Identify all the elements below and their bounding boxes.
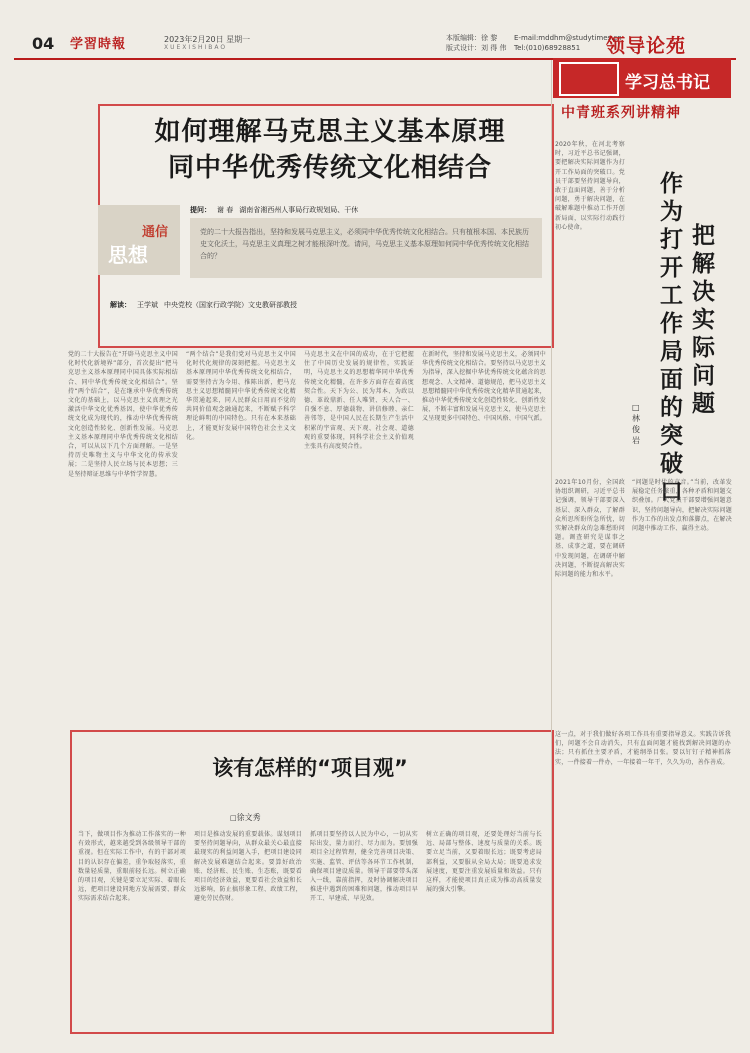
- body-column: 抓项目要坚持以人民为中心，一切从实际出发，量力而行、尽力而为。要加强项目全过程管理，健全完善项目决策、实施、监管、评估等各环节工作机制，确保项目建设质量。领导干部要带头深入一线，靠前指挥，及时协调解决项目推进中遇到的困难和问题，推动项目早开工、早建成、早见效。: [310, 831, 418, 903]
- series-banner: [553, 58, 731, 128]
- paper-name: 学習時報: [70, 37, 127, 52]
- bottom-article-author: 徐文秀: [236, 813, 261, 822]
- body-column: 党的二十大报告在“开辟马克思主义中国化时代化新境界”部分，首次提出“把马克思主义基本原理同中国具体实际相结合、同中华优秀传统文化相结合”。坚持“两个结合”，是在继承中华优秀传统文化的基础上，以马克思主义真理之光激活中华文化优秀基因，使中华优秀传统文化成为现代的，推动中华优秀传统文化创造性转化、创新性发展。马克思主义基本原理同中华优秀传统文化相结合，可以从以下几个方面理解。一是坚持历史唯物主义与中华文化的传承发展；二是坚持人民立场与民本思想；三是坚持辩证思维与中华哲学智慧。: [68, 351, 178, 478]
- right-article-title-line2: 作为打开工作局面的突破口: [660, 170, 683, 505]
- series-banner-band: [553, 58, 731, 98]
- answer-author: 王学斌: [137, 301, 158, 309]
- answer-byline: [110, 300, 540, 310]
- body-column: “两个结合”是我们党对马克思主义中国化时代化规律的深刻把握。马克思主义基本原理同中华优秀传统文化相结合，需要坚持古为今用、推陈出新，把马克思主义思想精髓同中华优秀传统文化精华贯通起来，同人民群众日用而不觉的共同价值观念融通起来，不断赋予科学理论鲜明的中国特色。只有在本来基础上，才能更好发展中国特色社会主义文化。: [186, 351, 296, 441]
- body-column: 这一点，对于我们做好各项工作具有重要指导意义。实践告诉我们，问题不会自动消失，只有直面问题才能找到解决问题的办法；只有抓住主要矛盾，才能纲举目张。要以钉钉子精神抓落实，一件接着一件办，一年接着一年干，久久为功，善作善成。: [555, 731, 731, 766]
- editor-credits: [446, 33, 506, 53]
- right-article-title-line1: 把解决实际问题: [692, 222, 715, 417]
- column-divider: [551, 60, 552, 1032]
- answer-label: 解读：: [110, 301, 131, 309]
- question-byline: [190, 205, 542, 215]
- body-column: 在新时代，坚持和发展马克思主义，必须同中华优秀传统文化相结合。要坚持以马克思主义为指导，深入挖掘中华优秀传统文化蕴含的思想观念、人文精神、道德规范，把马克思主义思想精髓同中华优秀传统文化精华贯通起来，推动中华优秀传统文化创造性转化、创新性发展，不断丰富和发展马克思主义，使马克思主义呈现更多中国特色、中国风格、中国气派。: [422, 351, 546, 423]
- badge-small-text: 通信: [142, 225, 169, 240]
- series-title: 学习总书记: [625, 73, 710, 93]
- right-article-author: □林俊岩: [632, 403, 640, 445]
- bottom-article-title: 该有怎样的“项目观”: [212, 756, 408, 780]
- series-logo: [559, 62, 619, 96]
- section-title: 领导论苑: [606, 35, 687, 57]
- series-subtitle: 中青班系列讲精神: [561, 105, 681, 121]
- masthead: [14, 28, 736, 60]
- issue-date: 2023年2月20日 星期一: [164, 35, 251, 44]
- title-line: 如何理解马克思主义基本原理: [154, 117, 506, 147]
- question-affiliation: 湖南省湘西州人事局行政规划局、干休: [239, 206, 359, 214]
- editor-line: 版式设计：刘 得 伟: [446, 44, 507, 52]
- email-line: E-mail:mddhm@studytimes.cn: [514, 34, 622, 42]
- body-column: 2020年秋，在河北考察时，习近平总书记强调，要把解决实际问题作为打开工作局面的突破口。党员干部要坚持问题导向，敢于直面问题，善于分析问题，勇于解决问题，在破解难题中推动工作开创新局面，以实际行动践行初心使命。: [555, 141, 625, 231]
- body-column: 树立正确的项目观，还要处理好当前与长远、局部与整体、速度与质量的关系。既要立足当前，又要着眼长远；既要考虑局部利益，又要服从全局大局；既要追求发展速度，更要注重发展质量和效益。只有这样，才能使项目真正成为推动高质量发展的强大引擎。: [426, 831, 542, 894]
- question-author: 谢 春: [217, 206, 234, 214]
- main-article-title: [120, 114, 540, 186]
- bottom-article-byline: [230, 812, 261, 823]
- byline-prefix: □: [230, 814, 237, 822]
- body-column: 马克思主义在中国的成功，在于它把握住了中国历史发展的规律性，实践证明，马克思主义的思想精华同中华优秀传统文化精髓，在许多方面存在着高度契合性。天下为公、民为邦本、为政以德、革故鼎新、任人唯贤、天人合一、自强不息、厚德载物、讲信修睦、亲仁善邻等，是中国人民在长期生产生活中积累的宇宙观、天下观、社会观、道德观的重要体现，同科学社会主义价值观主张具有高度契合性。: [304, 351, 414, 451]
- body-column: 2021年10月份，全国政协组织调研，习近平总书记强调，领导干部要深入基层、深入群众，了解群众所思所盼所急所忧，切实解决群众的急难愁盼问题。调查研究是谋事之基、成事之道，要在调研中发现问题，在调研中解决问题，不断提高解决实际问题的能力和水平。: [555, 479, 625, 579]
- badge-big-text: 思想: [108, 243, 148, 267]
- paper-pinyin: XUEXISHIBAO: [164, 44, 228, 51]
- phone-line: Tel:(010)68928851: [514, 44, 581, 52]
- answer-affiliation: 中央党校（国家行政学院）文史教研部教授: [164, 301, 297, 309]
- editor-line: 本版编辑：徐 黎: [446, 34, 498, 42]
- body-column: 项目是推动发展的重要载体。谋划项目要坚持问题导向，从群众最关心最直接最现实的利益问题入手，把项目建设同解决发展难题结合起来。要算好政治账、经济账、民生账、生态账，既要看项目的经济效益，更要看社会效益和长远影响，防止搞形象工程、政绩工程，避免劳民伤财。: [194, 831, 302, 903]
- question-label: 提问：: [190, 206, 211, 214]
- column-badge: [98, 205, 180, 275]
- title-line: 同中华优秀传统文化相结合: [167, 153, 492, 183]
- question-text: 党的二十大报告指出，坚持和发展马克思主义，必须同中华优秀传统文化相结合。只有植根本国、本民族历史文化沃土，马克思主义真理之树才能根深叶茂。请问，马克思主义基本原理如何同中华优秀传统文化相结合的？: [200, 228, 529, 260]
- body-column: 当下，做项目作为推动工作落实的一种有效形式，越来越受到各级领导干部的重视。但在实际工作中，有的干部对项目的认识存在偏差，重争取轻落实，重数量轻质量，重眼前轻长远。树立正确的项目观，关键是要立足实际、着眼长远，把项目建设同地方发展需要、群众实际需求结合起来。: [78, 831, 186, 903]
- page-number: 04: [32, 34, 55, 53]
- body-column: “问题是时代的声音。”当前，改革发展稳定任务繁重，各种矛盾和问题交织叠加。广大党员干部要增强问题意识，坚持问题导向，把解决实际问题作为工作的出发点和落脚点，在解决问题中推动工作、赢得主动。: [632, 479, 732, 533]
